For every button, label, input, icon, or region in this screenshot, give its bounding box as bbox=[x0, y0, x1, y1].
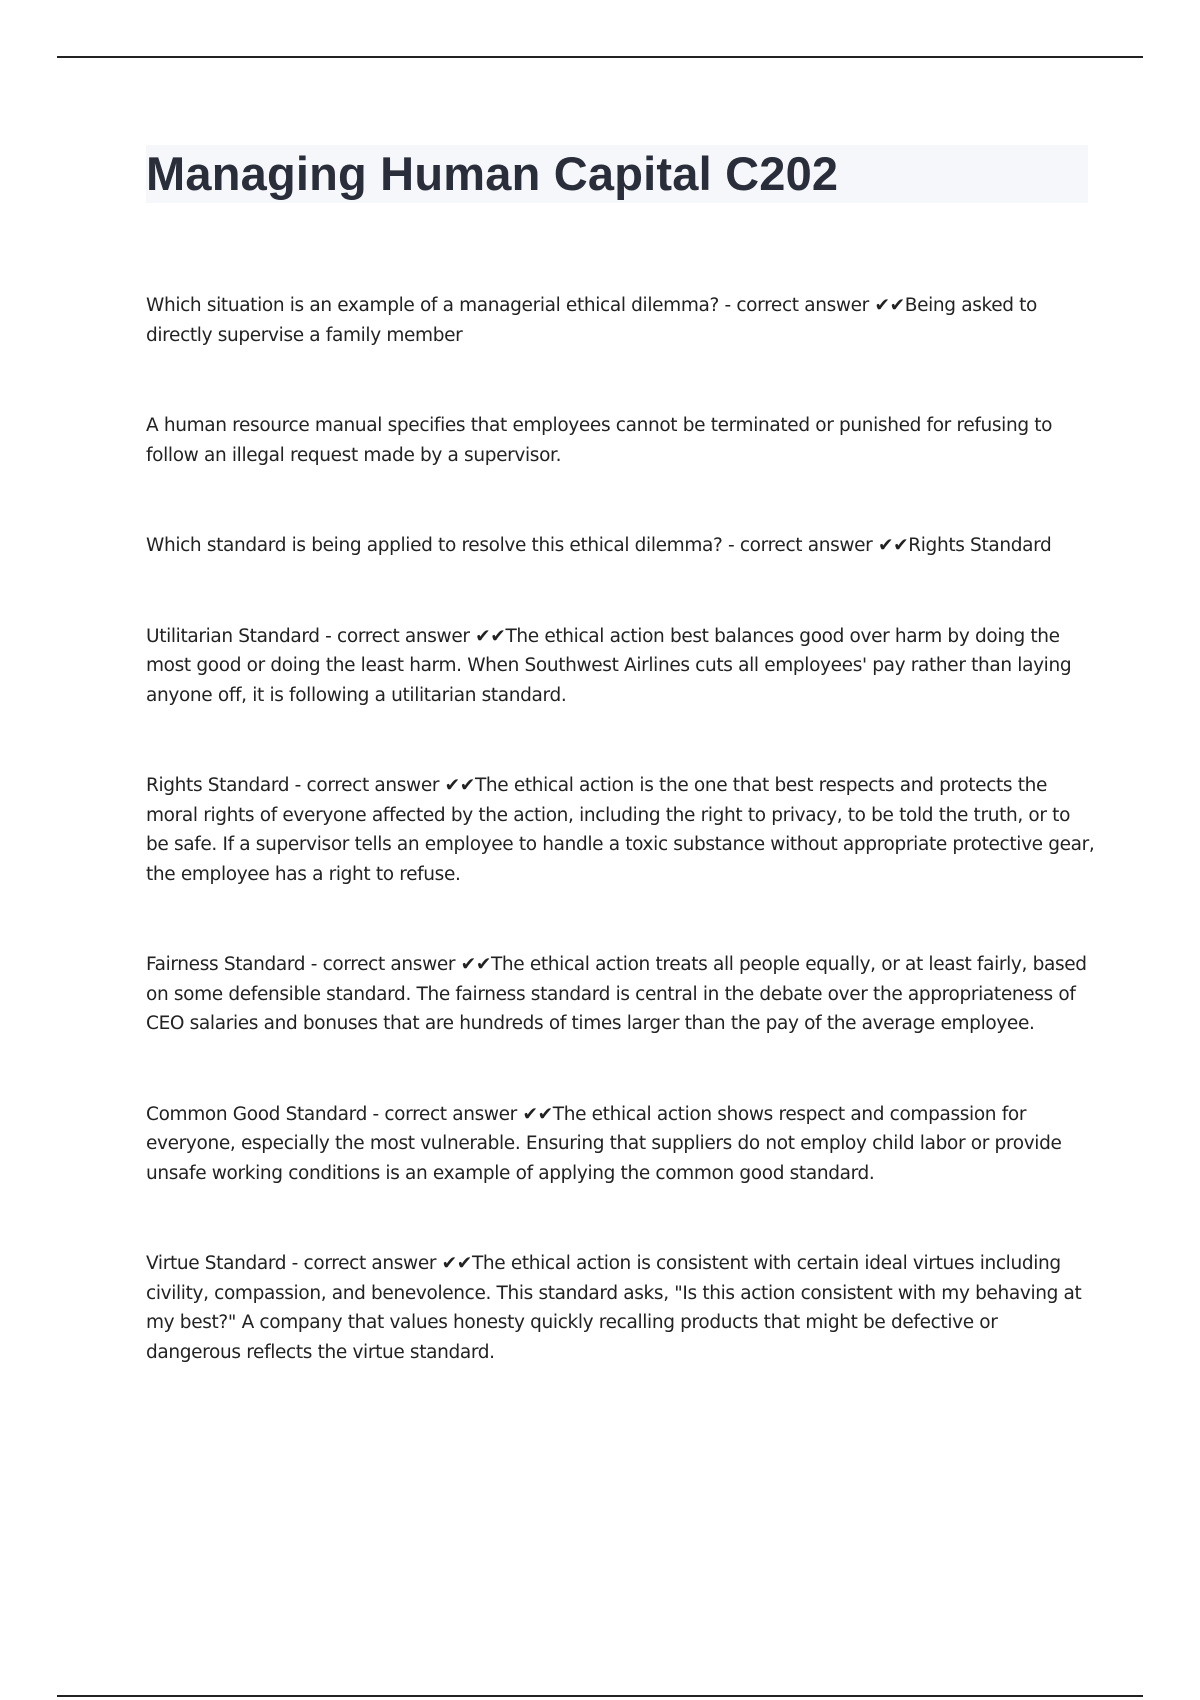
document-body bbox=[146, 291, 1096, 1428]
paragraph-common-good-standard: Common Good Standard - correct answer ✔✔The ethical action shows respect and compassion for everyone, especially the most vulnerable. Ensuring that suppliers do not employ child labor or provide unsafe working conditions is an example of applying the common good standard. bbox=[146, 1103, 1062, 1184]
paragraph-utilitarian-standard: Utilitarian Standard - correct answer ✔✔The ethical action best balances good over harm by doing the most good or doing the least harm. When Southwest Airlines cuts all employees' pay rather than laying anyone off, it is following a utilitarian standard. bbox=[146, 625, 1072, 706]
paragraph-hr-manual: A human resource manual specifies that employees cannot be terminated or punished for refusing to follow an illegal request made by a supervisor. bbox=[146, 415, 1053, 466]
paragraph-fairness-standard: Fairness Standard - correct answer ✔✔The ethical action treats all people equally, or at least fairly, based on some defensible standard. The fairness standard is central in the debate over the appropriateness of CEO salaries and bonuses that are hundreds of times larger than the pay of the average employee. bbox=[146, 954, 1087, 1034]
header-rule bbox=[57, 56, 1143, 58]
paragraph-rights-standard: Rights Standard - correct answer ✔✔The ethical action is the one that best respects and protects the moral rights of everyone affected by the action, including the right to privacy, to be told the truth, or to be safe. If a supervisor tells an employee to handle a toxic substance without appropriate protective gear, the employee has a right to refuse. bbox=[146, 775, 1095, 885]
paragraph-which-standard: Which standard is being applied to resolve this ethical dilemma? - correct answer ✔✔Rights Standard bbox=[146, 535, 1052, 556]
footer-rule bbox=[57, 1695, 1143, 1697]
document-title: Managing Human Capital C202 bbox=[146, 147, 839, 200]
paragraph-managerial-dilemma: Which situation is an example of a managerial ethical dilemma? - correct answer ✔✔Being asked to directly supervise a family member bbox=[146, 295, 1038, 346]
paragraph-virtue-standard: Virtue Standard - correct answer ✔✔The ethical action is consistent with certain ideal virtues including civility, compassion, and benevolence. This standard asks, "Is this action consistent with my behaving at my best?" A company that values honesty quickly recalling products that might be defective or dangerous reflects the virtue standard. bbox=[146, 1253, 1082, 1363]
